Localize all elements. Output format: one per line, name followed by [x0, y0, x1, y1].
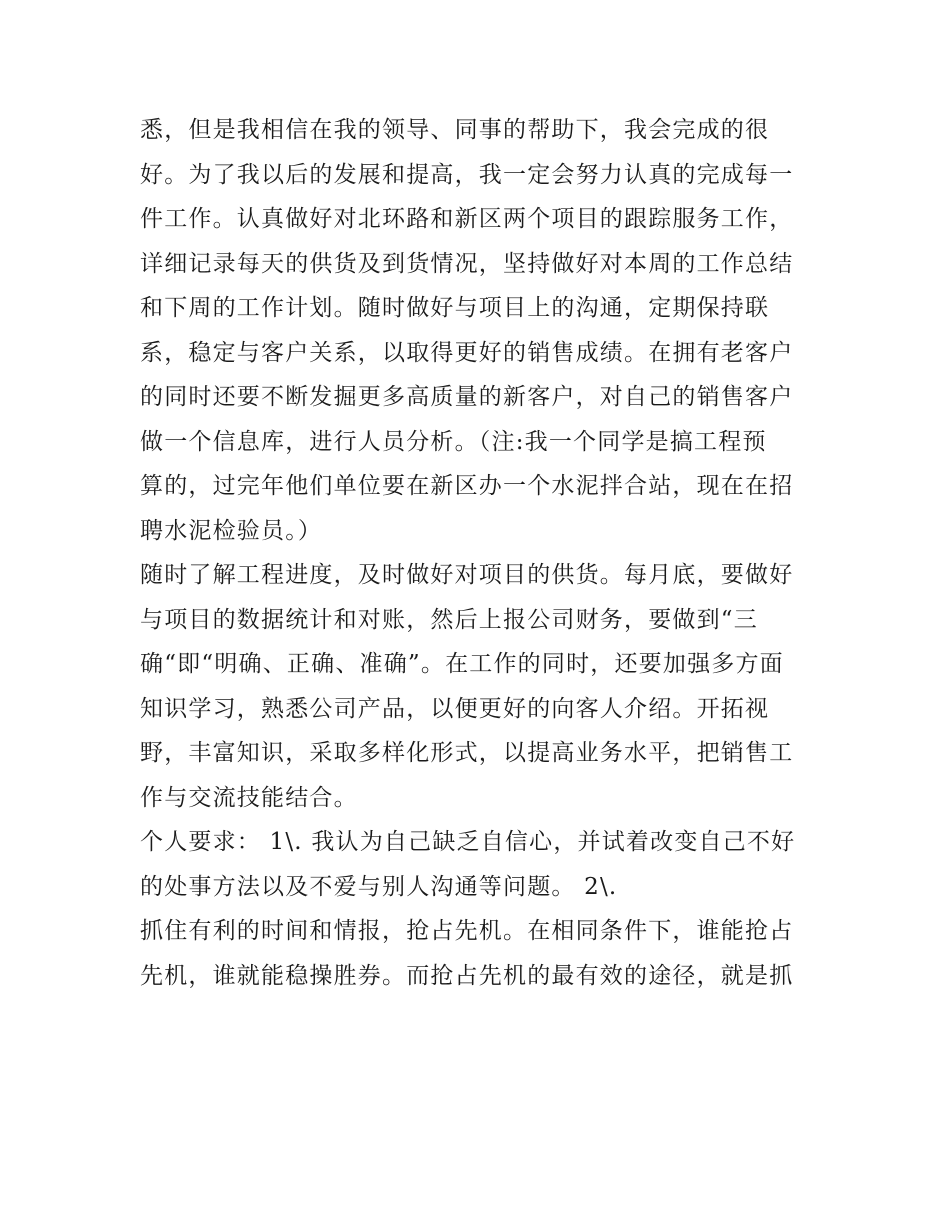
text-line: 详细记录每天的供货及到货情况，坚持做好对本周的工作总结 [140, 250, 794, 277]
text-line: 确“即“明确、正确、准确”。在工作的同时，还要加强多方面 [140, 651, 784, 677]
document-body [140, 108, 820, 998]
text-line: 与项目的数据统计和对账，然后上报公司财务，要做到“三 [140, 606, 758, 633]
text-line: 件工作。认真做好对北环路和新区两个项目的跟踪服务工作， [140, 206, 794, 232]
text-line: 算的，过完年他们单位要在新区办一个水泥拌合站，现在在招 [140, 473, 794, 499]
text-line: 抓住有利的时间和情报，抢占先机。在相同条件下，谁能抢占 [140, 918, 794, 944]
text-line: 好。为了我以后的发展和提高，我一定会努力认真的完成每一 [140, 161, 794, 188]
text-line: 随时了解工程进度，及时做好对项目的供货。每月底，要做好 [140, 562, 794, 588]
text-line: 个人要求： 1\. 我认为自己缺乏自信心，并试着改变自己不好 [140, 829, 796, 855]
text-line: 野，丰富知识，采取多样化形式，以提高业务水平，把销售工 [140, 740, 794, 766]
text-line: 的处事方法以及不爱与别人沟通等问题。 2\. [140, 873, 618, 900]
text-line: 的同时还要不断发掘更多高质量的新客户，对自己的销售客户 [140, 384, 794, 410]
text-line: 悉，但是我相信在我的领导、同事的帮助下，我会完成的很 [140, 117, 770, 143]
text-line: 和下周的工作计划。随时做好与项目上的沟通，定期保持联 [140, 295, 770, 321]
text-line: 知识学习，熟悉公司产品，以便更好的向客人介绍。开拓视 [140, 695, 770, 722]
text-line: 聘水泥检验员。） [140, 517, 323, 544]
text-line: 先机，谁就能稳操胜券。而抢占先机的最有效的途径，就是抓 [140, 962, 794, 989]
text-line: 作与交流技能结合。 [140, 784, 358, 811]
text-line: 做一个信息库，进行人员分析。（注:我一个同学是搞工程预 [140, 428, 767, 455]
text-line: 系，稳定与客户关系，以取得更好的销售成绩。在拥有老客户 [140, 339, 794, 366]
